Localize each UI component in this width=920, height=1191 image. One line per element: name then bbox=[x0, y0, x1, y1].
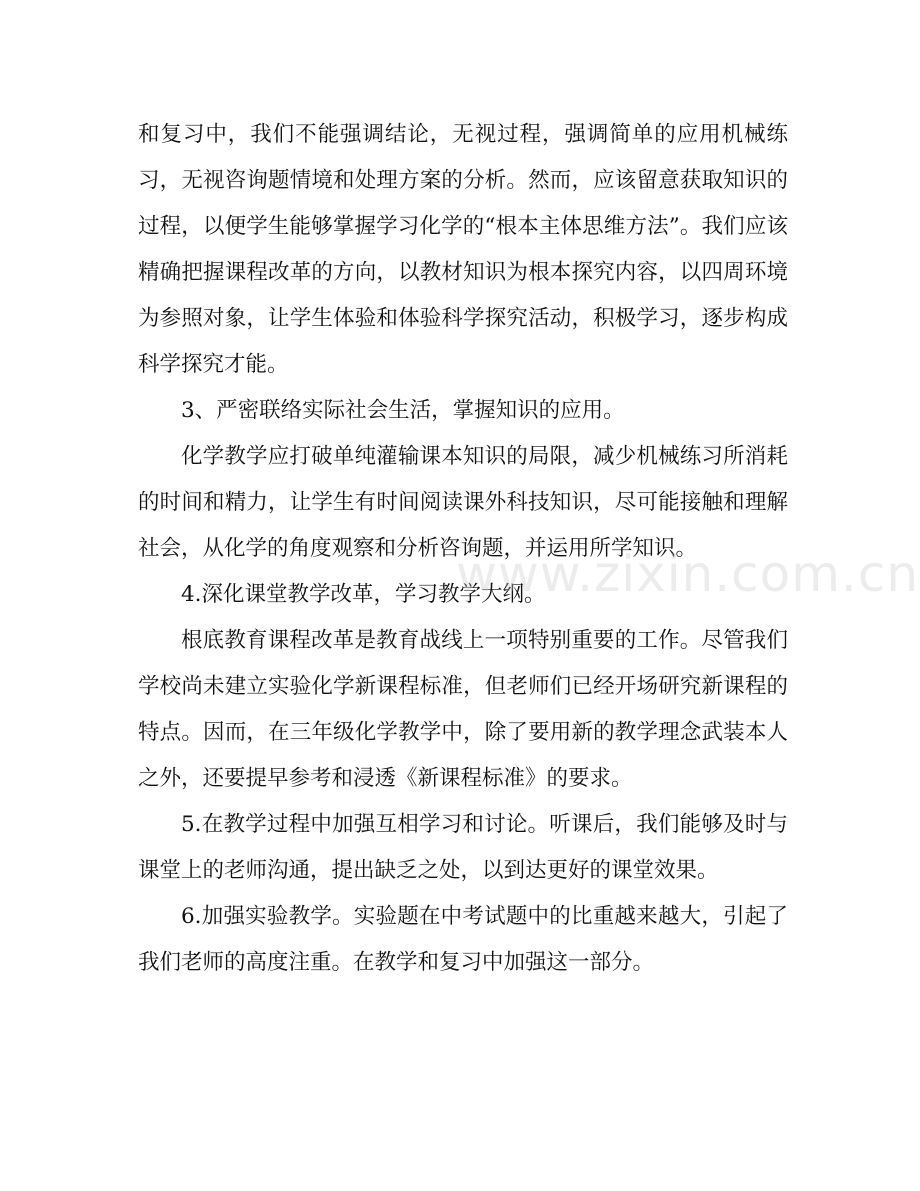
paragraph-5: 根底教育课程改革是教育战线上一项特别重要的工作。尽管我们学校尚未建立实验化学新课程标准，但老师们已经开场研究新课程的特点。因而，在三年级化学教学中，除了要用新的教学理念武装本人之外，还要提早参考和浸透《新课程标准》的要求。 bbox=[138, 628, 788, 791]
paragraph-3: 化学教学应打破单纯灌输课本知识的局限，减少机械练习所消耗的时间和精力，让学生有时间阅读课外科技知识，尽可能接触和理解社会，从化学的角度观察和分析咨询题，并运用所学知识。 bbox=[138, 444, 788, 561]
paragraph-6: 5.在教学过程中加强互相学习和讨论。听课后，我们能够及时与课堂上的老师沟通，提出缺乏之处，以到达更好的课堂效果。 bbox=[138, 812, 788, 883]
paragraph-2: 3、严密联络实际社会生活，掌握知识的应用。 bbox=[181, 398, 625, 423]
paragraph-1: 和复习中，我们不能强调结论，无视过程，强调简单的应用机械练习，无视咨询题情境和处理方案的分析。然而，应该留意获取知识的过程，以便学生能够掌握学习化学的“根本主体思维方法”。我们应该精确把握课程改革的方向，以教材知识为根本探究内容，以四周环境为参照对象，让学生体验和体验科学探究活动，积极学习，逐步构成科学探究才能。 bbox=[138, 122, 788, 377]
watermark: www.zixin.com.cn bbox=[456, 545, 920, 603]
paragraph-7: 6.加强实验教学。实验题在中考试题中的比重越来越大，引起了我们老师的高度注重。在教学和复习中加强这一部分。 bbox=[138, 904, 788, 975]
paragraph-4: 4.深化课堂教学改革，学习教学大纲。 bbox=[181, 582, 546, 607]
